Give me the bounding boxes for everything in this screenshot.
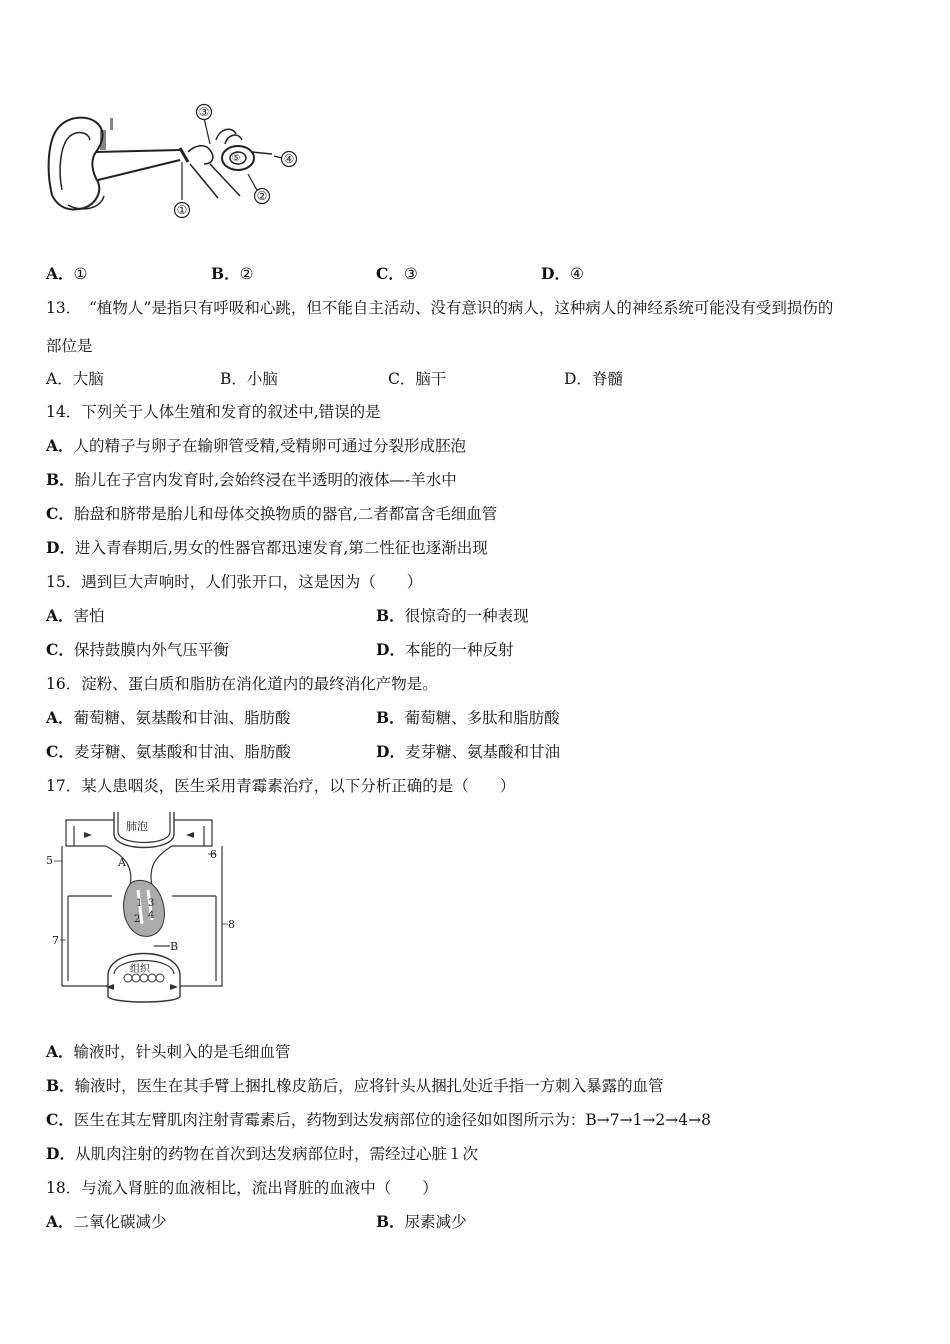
q14-option-b: B．胎儿在子宫内发育时,会始终浸在半透明的液体—-羊水中	[46, 470, 457, 489]
q15-option-c: C．保持鼓膜内外气压平衡	[46, 640, 229, 659]
ear-label-5: ⑤	[231, 153, 241, 164]
q14-option-c: C．胎盘和脐带是胎儿和母体交换物质的器官,二者都富含毛细血管	[46, 504, 498, 523]
heart-shape	[124, 880, 165, 936]
tissue-label: 组织	[130, 964, 150, 975]
q18-option-b: B．尿素减少	[376, 1212, 467, 1231]
q16-option-c: C．麦芽糖、氨基酸和甘油、脂肪酸	[46, 742, 291, 761]
vessel-label-5: 5	[46, 854, 53, 867]
ear-label-2: ②	[256, 189, 268, 203]
q17-option-c: C．医生在其左臂肌肉注射青霉素后，药物到达发病部位的途径如如图所示为：B→7→1→2→4→8	[46, 1110, 711, 1129]
heart-label-1: 1	[136, 898, 143, 909]
ear-label-4: ④	[283, 152, 295, 166]
q18-stem: 18．与流入肾脏的血液相比，流出肾脏的血液中（ ）	[46, 1179, 438, 1197]
heart-label-2: 2	[134, 914, 141, 925]
q16-stem: 16．淀粉、蛋白质和脂肪在消化道内的最终消化产物是。	[46, 675, 438, 693]
outer-ear	[49, 118, 103, 210]
point-label-a: A	[118, 856, 126, 869]
vessel-label-7: 7	[52, 934, 59, 947]
ear-canal	[96, 150, 180, 180]
circulation-diagram	[44, 806, 244, 1006]
q12-option-b: B．②	[211, 264, 254, 283]
heart-label-4: 4	[148, 910, 155, 921]
vessel-label-6: 6	[210, 848, 217, 861]
q13-stem-line1: 13． “植物人”是指只有呼吸和心跳，但不能自主活动、没有意识的病人，这种病人的神经系统可能没有受到损伤的	[46, 299, 834, 317]
q12-option-d: D．④	[541, 264, 584, 283]
q17-option-a: A．输液时，针头刺入的是毛细血管	[46, 1042, 291, 1061]
q12-option-c: C．③	[376, 264, 418, 283]
q15-option-a: A．害怕	[46, 606, 105, 625]
q14-stem: 14．下列关于人体生殖和发育的叙述中,错误的是	[46, 403, 381, 421]
ear-diagram	[40, 100, 300, 225]
vessel-label-8: 8	[228, 918, 235, 931]
q12-option-a: A．①	[46, 264, 88, 283]
q15-option-d: D．本能的一种反射	[376, 640, 514, 659]
ear-label-1: ①	[176, 203, 188, 217]
q13-stem-line2: 部位是	[46, 337, 93, 355]
q13-option-c: C．脑干	[388, 370, 447, 388]
ear-label-3: ③	[198, 105, 210, 119]
q15-stem: 15．遇到巨大声响时，人们张开口，这是因为（ ）	[46, 573, 423, 591]
q13-option-d: D．脊髓	[564, 370, 623, 388]
q16-option-b: B．葡萄糖、多肽和脂肪酸	[376, 708, 560, 727]
q15-option-b: B．很惊奇的一种表现	[376, 606, 529, 625]
q18-option-a: A．二氧化碳减少	[46, 1212, 167, 1231]
point-label-b: B	[170, 940, 179, 953]
q17-option-d: D．从肌肉注射的药物在首次到达发病部位时，需经过心脏１次	[46, 1144, 478, 1163]
alveolus-label: 肺泡	[126, 820, 148, 833]
q17-option-b: B．输液时，医生在其手臂上捆扎橡皮筋后，应将针头从捆扎处近手指一方刺入暴露的血管	[46, 1076, 664, 1095]
q14-option-d: D．进入青春期后,男女的性器官都迅速发育,第二性征也逐渐出现	[46, 538, 488, 557]
q16-option-a: A．葡萄糖、氨基酸和甘油、脂肪酸	[46, 708, 291, 727]
q16-option-d: D．麦芽糖、氨基酸和甘油	[376, 742, 560, 761]
heart-label-3: 3	[148, 898, 155, 909]
q14-option-a: A．人的精子与卵子在输卵管受精,受精卵可通过分裂形成胚泡	[46, 436, 466, 455]
q13-option-a: A．大脑	[46, 370, 104, 388]
q13-option-b: B．小脑	[220, 370, 278, 388]
q17-stem: 17．某人患咽炎，医生采用青霉素治疗，以下分析正确的是（ ）	[46, 777, 516, 795]
